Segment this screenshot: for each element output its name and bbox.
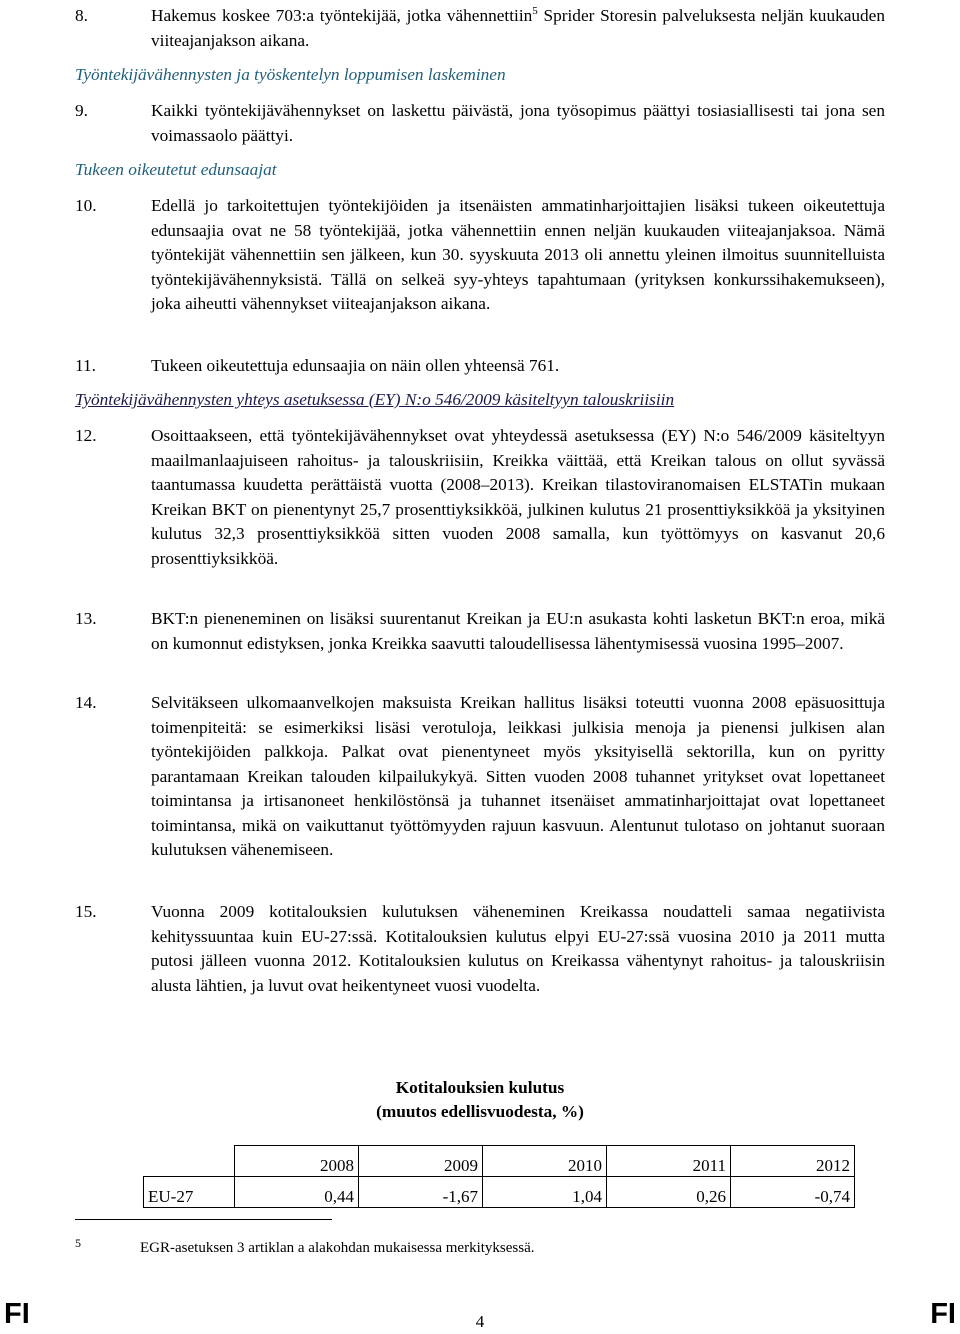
table-cell: -0,74 <box>731 1177 855 1208</box>
page-number: 4 <box>475 1312 485 1331</box>
table-cell: 0,44 <box>235 1177 359 1208</box>
footnote-number: 5 <box>75 1236 81 1250</box>
paragraph-text: Selvitäkseen ulkomaanvelkojen maksuista Kreikan hallitus lisäksi toteutti vuonna 2008 epäsuosittuja toimenpiteitä: se esimerkiksi lisäsi verotuloja, leikkasi julkisia menoja ja pienensi julkisen alan työntekijöiden palkkoja. Palkat ovat pienentyneet myös yksityisellä sektorilla, kun on pyritty parantamaan Kreikan talouden kilpailukykyä. Sitten vuoden 2008 tuhannet yritykset ovat lopettaneet toimintansa ja irtisanoneet henkilöstönsä ja tuhannet itsenäiset ammatinharjoittajat ovat lopettaneet toimintansa, mikä on vaikuttanut työttömyyden rajuun kasvuun. Alentunut tulotaso on johtanut suoraan kulutuksen vähenemiseen. <box>151 693 885 859</box>
paragraph-number: 13. <box>75 609 97 628</box>
table-cell: 1,04 <box>483 1177 607 1208</box>
section-heading-calculation: Työntekijävähennysten ja työskentelyn loppumisen laskeminen <box>75 65 506 84</box>
paragraph-text: BKT:n pieneneminen on lisäksi suurentanut Kreikan ja EU:n asukasta kohti lasketun BKT:n eroa, mikä on kumonnut edistyksen, jonka Kreikka saavutti taloudellisessa lähentymisessä vuosina 1995–2007. <box>151 609 885 653</box>
paragraph-number: 11. <box>75 356 96 375</box>
table-header-cell: 2010 <box>483 1146 607 1177</box>
paragraph-9 <box>75 99 885 148</box>
paragraph-number: 9. <box>75 101 88 120</box>
table-header-row <box>144 1146 855 1177</box>
paragraph-10 <box>75 194 885 317</box>
paragraph-15 <box>75 900 885 998</box>
household-consumption-table <box>143 1145 855 1208</box>
table-row <box>144 1177 855 1208</box>
footnote-text: EGR-asetuksen 3 artiklan a alakohdan mukaisessa merkityksessä. <box>140 1240 535 1256</box>
paragraph-text: Tukeen oikeutettuja edunsaajia on näin ollen yhteensä 761. <box>151 356 560 375</box>
table-title-line-2: (muutos edellisvuodesta, %) <box>376 1102 584 1121</box>
paragraph-text: Osoittaakseen, että työntekijävähennykset ovat yhteydessä asetuksessa (EY) N:o 546/2009 käsiteltyyn maailmanlaajuiseen rahoitus- ja talouskriisiin, Kreikka väittää, että Kreikan talous on ollut syvässä taantumassa kuudetta perättäistä vuotta (2008–2013). Kreikan tilastoviranomaisen ELSTATin mukaan Kreikan BKT on pienentynyt 25,7 prosenttiyksikköä, julkinen kulutus 21 prosenttiyksikköä ja yksityinen kulutus 32,3 prosenttiyksikköä sitten vuoden 2008 samalla, kun työttömyys on kasvanut 20,6 prosenttiyksikköä. <box>151 426 885 568</box>
footnote-divider <box>75 1219 332 1220</box>
section-heading-beneficiaries: Tukeen oikeutetut edunsaajat <box>75 160 277 179</box>
paragraph-14 <box>75 691 885 863</box>
paragraph-12 <box>75 424 885 571</box>
paragraph-number: 14. <box>75 693 97 712</box>
table-title-line-1: Kotitalouksien kulutus <box>395 1078 565 1097</box>
paragraph-text: Hakemus koskee 703:a työntekijää, jotka vähennettiin <box>151 6 533 25</box>
table-cell: -1,67 <box>359 1177 483 1208</box>
paragraph-text: Kaikki työntekijävähennykset on laskettu päivästä, jona työsopimus päättyi tosiasiallisesti tai jona sen voimassaolo päättyi. <box>151 101 885 145</box>
table-header-cell: 2012 <box>731 1146 855 1177</box>
table-title <box>0 1076 960 1124</box>
table-row-label: EU-27 <box>144 1177 235 1208</box>
paragraph-13 <box>75 607 885 656</box>
paragraph-number: 10. <box>75 196 97 215</box>
footnote-reference: 5 <box>532 5 538 18</box>
paragraph-text: Edellä jo tarkoitettujen työntekijöiden ja itsenäisten ammatinharjoittajien lisäksi tukeen oikeutettuja edunsaajia ovat ne 58 työntekijää, jotka vähennettiin ennen neljän kuukauden viiteajanjaksoa. Nämä työntekijät vähennettiin sen jälkeen, kun 30. syyskuuta 2013 oli annettu yleinen ilmoitus suunnitelluista työntekijävähennyksistä. Tällä on selkeä syy-yhteys tapahtumaan (yrityksen konkurssihakemukseen), joka aiheutti vähennykset viiteajanjakson aikana. <box>151 196 885 313</box>
paragraph-11 <box>75 354 885 379</box>
footer-language-right: FI <box>930 1298 956 1330</box>
table-header-cell: 2011 <box>607 1146 731 1177</box>
table-cell: 0,26 <box>607 1177 731 1208</box>
paragraph-number: 12. <box>75 426 97 445</box>
table-header-cell: 2008 <box>235 1146 359 1177</box>
paragraph-8 <box>75 4 885 53</box>
paragraph-text-continued: Sprider Storesin palveluksesta neljän kuukauden viiteajanjakson aikana. <box>151 6 885 50</box>
paragraph-number: 15. <box>75 902 97 921</box>
section-heading-crisis-link: Työntekijävähennysten yhteys asetuksessa (EY) N:o 546/2009 käsiteltyyn talouskriisiin <box>75 390 675 409</box>
table-corner-cell <box>144 1146 235 1177</box>
paragraph-text: Vuonna 2009 kotitalouksien kulutuksen väheneminen Kreikassa noudatteli samaa negatiivista kehityssuuntaa kuin EU-27:ssä. Kotitalouksien kulutus elpyi EU-27:ssä vuosina 2010 ja 2011 mutta putosi jälleen vuonna 2012. Kotitalouksien kulutus on Kreikassa vähentynyt rahoitus- ja talouskriisin alusta lähtien, ja luvut ovat heikentyneet vuosi vuodelta. <box>151 902 885 995</box>
footer-language-left: FI <box>4 1298 30 1330</box>
table-header-cell: 2009 <box>359 1146 483 1177</box>
paragraph-number: 8. <box>75 6 88 25</box>
